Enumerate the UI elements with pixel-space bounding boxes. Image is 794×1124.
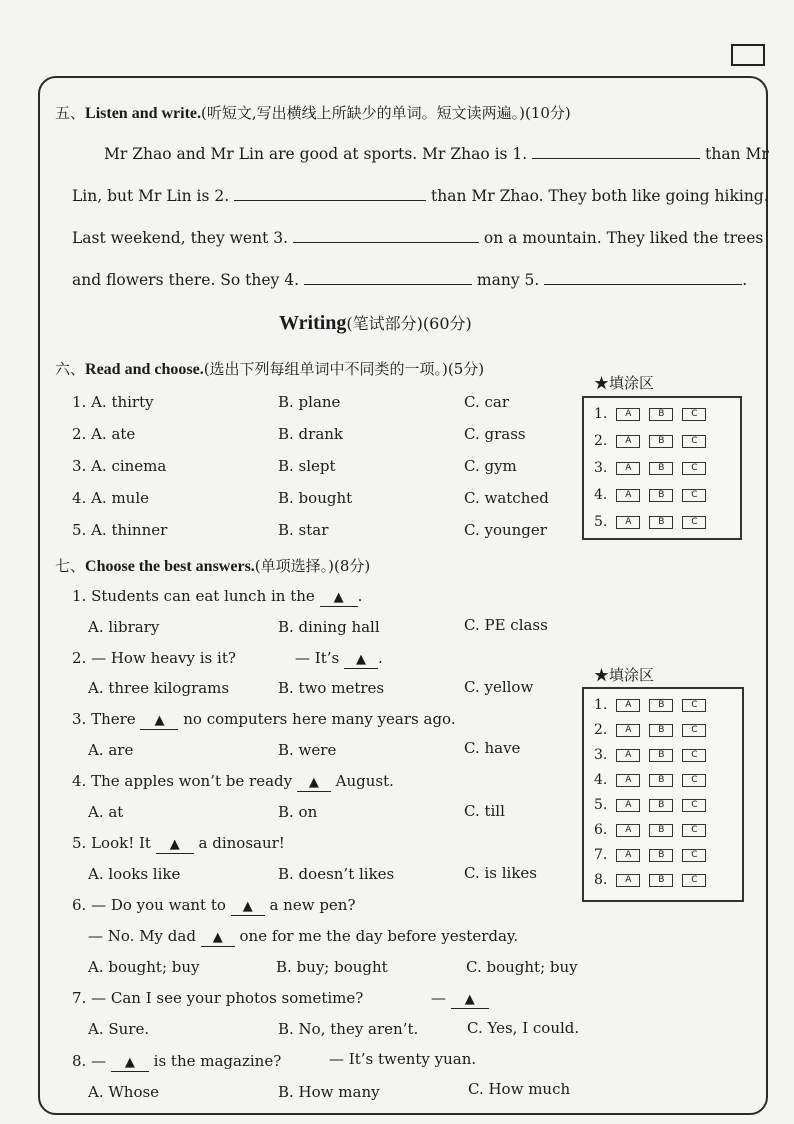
bubble-a[interactable]: A — [616, 774, 640, 787]
passage-line-3 — [72, 217, 764, 259]
q1-blank[interactable]: ▲ — [320, 590, 358, 607]
s7-fill-row — [594, 847, 706, 863]
q8-text-end: is the magazine? — [153, 1052, 282, 1070]
q3-option-a: A. are — [88, 741, 134, 759]
passage-line-4 — [72, 259, 752, 301]
fill-row-number: 3. — [594, 460, 608, 476]
passage-text: Last weekend, they went 3. — [72, 229, 289, 247]
bubble-b[interactable]: B — [649, 774, 673, 787]
bubble-c[interactable]: C — [682, 774, 706, 787]
bubble-c[interactable]: C — [682, 724, 706, 737]
q2-answer-stem — [295, 649, 383, 669]
bubble-c[interactable]: C — [682, 874, 706, 887]
s6-item-1-c: C. car — [464, 393, 509, 411]
q1-text: 1. Students can eat lunch in the — [72, 587, 315, 605]
section5-title-cn: (听短文,写出横线上所缺少的单词。短文读两遍。)(10分) — [201, 104, 571, 122]
q4-blank[interactable]: ▲ — [297, 775, 331, 792]
s6-item-1-a: 1. A. thirty — [72, 393, 154, 411]
blank-4[interactable] — [304, 270, 472, 285]
q8-answer-stem: — It’s twenty yuan. — [329, 1050, 477, 1068]
bubble-b[interactable]: B — [649, 849, 673, 862]
section7-number: 七、 — [55, 557, 86, 575]
s6-item-5-c: C. younger — [464, 521, 547, 539]
passage-text: Lin, but Mr Lin is 2. — [72, 187, 230, 205]
q2-option-a: A. three kilograms — [88, 679, 230, 697]
q3-stem — [72, 710, 456, 730]
s6-item-5-b: B. star — [278, 521, 329, 539]
q5-option-b: B. doesn’t likes — [278, 865, 395, 883]
bubble-a[interactable]: A — [616, 516, 640, 529]
q2-text: — It’s — [295, 649, 340, 667]
fill-row-number: 1. — [594, 406, 608, 422]
s6-item-2-b: B. drank — [278, 425, 344, 443]
s7-fill-row — [594, 772, 706, 788]
bubble-b[interactable]: B — [649, 799, 673, 812]
bubble-a[interactable]: A — [616, 435, 640, 448]
s6-fill-row — [594, 433, 706, 449]
fill-row-number: 2. — [594, 433, 608, 449]
q4-text-end: August. — [335, 772, 394, 790]
q8-option-b: B. How many — [278, 1083, 380, 1101]
fill-row-number: 4. — [594, 487, 608, 503]
q1-option-a: A. library — [88, 618, 160, 636]
blank-1[interactable] — [532, 144, 700, 159]
bubble-a[interactable]: A — [616, 699, 640, 712]
bubble-c[interactable]: C — [682, 699, 706, 712]
passage-text: many 5. — [476, 271, 540, 289]
q4-stem — [72, 772, 394, 792]
q4-text: 4. The apples won’t be ready — [72, 772, 293, 790]
s7-fill-row — [594, 722, 706, 738]
fill-row-number: 6. — [594, 822, 608, 838]
s6-fill-title: ★填涂区 — [594, 374, 655, 392]
q6-stem-2 — [88, 927, 518, 947]
writing-heading — [279, 310, 472, 335]
passage-text: and flowers there. So they 4. — [72, 271, 300, 289]
blank-2[interactable] — [234, 186, 426, 201]
q6-blank-1[interactable]: ▲ — [231, 899, 265, 916]
s7-fill-title: ★填涂区 — [594, 666, 655, 684]
s6-item-1-b: B. plane — [278, 393, 341, 411]
q2-stem: 2. — How heavy is it? — [72, 649, 236, 667]
section7-title-en: Choose the best answers. — [85, 558, 255, 575]
bubble-a[interactable]: A — [616, 874, 640, 887]
bubble-c[interactable]: C — [682, 408, 706, 421]
q6-text-2-end: one for me the day before yesterday. — [239, 927, 519, 945]
fill-row-number: 7. — [594, 847, 608, 863]
s6-fill-row — [594, 460, 706, 476]
q5-blank[interactable]: ▲ — [156, 837, 194, 854]
q6-blank-2[interactable]: ▲ — [201, 930, 235, 947]
bubble-b[interactable]: B — [649, 724, 673, 737]
s6-item-3-b: B. slept — [278, 457, 336, 475]
fill-row-number: 3. — [594, 747, 608, 763]
q4-option-c: C. till — [464, 802, 505, 820]
q3-option-b: B. were — [278, 741, 337, 759]
score-corner-box — [731, 44, 765, 66]
s6-item-2-a: 2. A. ate — [72, 425, 136, 443]
fill-row-number: 5. — [594, 514, 608, 530]
bubble-b[interactable]: B — [649, 874, 673, 887]
s6-item-3-a: 3. A. cinema — [72, 457, 167, 475]
q5-option-a: A. looks like — [88, 865, 181, 883]
s7-fill-row — [594, 747, 706, 763]
section6-number: 六、 — [55, 360, 86, 378]
bubble-c[interactable]: C — [682, 849, 706, 862]
passage-text: than Mr — [705, 145, 769, 163]
bubble-b[interactable]: B — [649, 462, 673, 475]
q5-option-c: C. is likes — [464, 864, 538, 882]
q3-text: 3. There — [72, 710, 136, 728]
q3-option-c: C. have — [464, 739, 521, 757]
bubble-c[interactable]: C — [682, 824, 706, 837]
s6-answer-sheet — [582, 396, 742, 540]
q6-text-end: a new pen? — [269, 896, 356, 914]
bubble-b[interactable]: B — [649, 489, 673, 502]
q5-text: 5. Look! It — [72, 834, 151, 852]
section5-title-en: Listen and write. — [85, 105, 202, 122]
q8-stem — [72, 1052, 281, 1072]
fill-row-number: 2. — [594, 722, 608, 738]
passage-line-2 — [72, 175, 769, 217]
bubble-b[interactable]: B — [649, 824, 673, 837]
q6-option-c: C. bought; buy — [466, 958, 578, 976]
s6-item-4-c: C. watched — [464, 489, 549, 507]
q5-text-end: a dinosaur! — [198, 834, 285, 852]
s7-fill-row — [594, 697, 706, 713]
bubble-a[interactable]: A — [616, 489, 640, 502]
section6-title-en: Read and choose. — [85, 361, 204, 378]
bubble-b[interactable]: B — [649, 516, 673, 529]
s6-fill-row — [594, 514, 706, 530]
q7-stem: 7. — Can I see your photos sometime? — [72, 989, 364, 1007]
q7-blank[interactable]: ▲ — [451, 992, 489, 1009]
writing-heading-cn: (笔试部分)(60分) — [346, 314, 472, 333]
q2-blank[interactable]: ▲ — [344, 652, 378, 669]
blank-3[interactable] — [293, 228, 479, 243]
q1-option-b: B. dining hall — [278, 618, 380, 636]
q1-stem — [72, 587, 362, 607]
q3-text-end: no computers here many years ago. — [183, 710, 456, 728]
q3-blank[interactable]: ▲ — [140, 713, 178, 730]
q6-option-a: A. bought; buy — [88, 958, 200, 976]
q6-text: 6. — Do you want to — [72, 896, 226, 914]
s7-fill-row — [594, 872, 706, 888]
s7-fill-row — [594, 797, 706, 813]
q8-option-c: C. How much — [468, 1080, 571, 1098]
bubble-a[interactable]: A — [616, 724, 640, 737]
writing-heading-en: Writing — [279, 312, 347, 334]
bubble-a[interactable]: A — [616, 799, 640, 812]
fill-row-number: 5. — [594, 797, 608, 813]
q7-answer-stem — [431, 989, 489, 1009]
q7-option-c: C. Yes, I could. — [467, 1019, 580, 1037]
q7-dash: — — [431, 989, 446, 1007]
fill-row-number: 8. — [594, 872, 608, 888]
q2-option-b: B. two metres — [278, 679, 385, 697]
q8-blank[interactable]: ▲ — [111, 1055, 149, 1072]
bubble-c[interactable]: C — [682, 799, 706, 812]
bubble-b[interactable]: B — [649, 435, 673, 448]
bubble-b[interactable]: B — [649, 699, 673, 712]
bubble-a[interactable]: A — [616, 849, 640, 862]
section6-title — [55, 358, 484, 379]
q4-option-b: B. on — [278, 803, 318, 821]
q6-option-b: B. buy; bought — [276, 958, 388, 976]
bubble-c[interactable]: C — [682, 516, 706, 529]
s6-item-4-b: B. bought — [278, 489, 353, 507]
s7-answer-sheet — [582, 687, 744, 902]
s6-item-2-c: C. grass — [464, 425, 526, 443]
section5-number: 五、 — [55, 104, 86, 122]
bubble-c[interactable]: C — [682, 749, 706, 762]
bubble-c[interactable]: C — [682, 489, 706, 502]
q5-stem — [72, 834, 285, 854]
fill-row-number: 1. — [594, 697, 608, 713]
bubble-b[interactable]: B — [649, 749, 673, 762]
passage-text: on a mountain. They liked the trees — [483, 229, 764, 247]
bubble-c[interactable]: C — [682, 435, 706, 448]
q8-text: 8. — — [72, 1052, 107, 1070]
bubble-a[interactable]: A — [616, 408, 640, 421]
q6-stem — [72, 896, 356, 916]
bubble-c[interactable]: C — [682, 462, 706, 475]
section5-title — [55, 102, 571, 123]
passage-text: . — [742, 271, 748, 289]
q4-option-a: A. at — [88, 803, 124, 821]
passage-text: Mr Zhao and Mr Lin are good at sports. Mr Zhao is 1. — [104, 145, 528, 163]
q7-option-a: A. Sure. — [88, 1020, 150, 1038]
section7-title-cn: (单项选择。)(8分) — [254, 557, 371, 575]
s6-item-3-c: C. gym — [464, 457, 517, 475]
s6-fill-row — [594, 406, 706, 422]
q6-text-2: — No. My dad — [88, 927, 196, 945]
s6-item-5-a: 5. A. thinner — [72, 521, 168, 539]
s7-fill-row — [594, 822, 706, 838]
bubble-b[interactable]: B — [649, 408, 673, 421]
bubble-a[interactable]: A — [616, 824, 640, 837]
passage-text: than Mr Zhao. They both like going hiking. — [431, 187, 769, 205]
q1-text-end: . — [357, 587, 363, 605]
q8-option-a: A. Whose — [88, 1083, 160, 1101]
q2-text-end: . — [377, 649, 383, 667]
s6-fill-row — [594, 487, 706, 503]
bubble-a[interactable]: A — [616, 462, 640, 475]
passage-line-1 — [104, 133, 784, 175]
q7-option-b: B. No, they aren’t. — [278, 1020, 419, 1038]
fill-row-number: 4. — [594, 772, 608, 788]
section6-title-cn: (选出下列每组单词中不同类的一项。)(5分) — [203, 360, 485, 378]
section7-title — [55, 555, 370, 576]
s6-item-4-a: 4. A. mule — [72, 489, 150, 507]
q2-option-c: C. yellow — [464, 678, 534, 696]
q1-option-c: C. PE class — [464, 616, 548, 634]
blank-5[interactable] — [544, 270, 742, 285]
bubble-a[interactable]: A — [616, 749, 640, 762]
